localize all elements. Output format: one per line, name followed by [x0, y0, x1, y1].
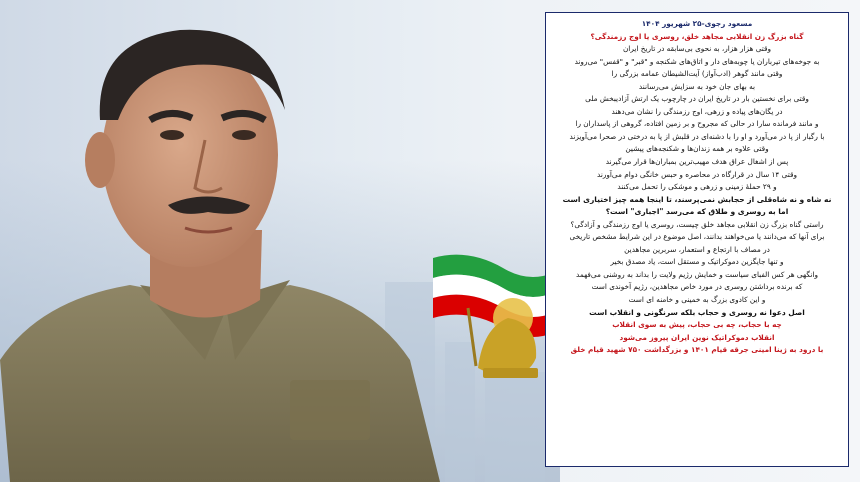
text-line: اصل دعوا نه روسری و حجاب بلکه سرنگونی و انقلاب است [589, 307, 805, 317]
text-line: گناه بزرگ زن انقلابی مجاهد خلق، روسری یا اوج رزمندگی؟ [590, 31, 804, 41]
text-line: برای آنها که می‌دانند یا می‌خواهند بدانند، اصل موضوع در این شرایط مشخص تاریخی [569, 232, 825, 242]
iran-lion-sun-flag-icon [428, 248, 558, 388]
text-line: نه شاه و نه شاه‌قلی از حجابش نمی‌پرسند، تا اینجا همه چیز اختیاری است [562, 194, 832, 204]
text-line: وقتی هزار هزار، به نحوی بی‌سابقه در تاریخ ایران [622, 44, 772, 54]
text-line: و این کادوی بزرگ به خمینی و خامنه ای است [628, 295, 766, 305]
text-line: پس از اشغال عراق هدف مهیب‌ترین بمباران‌ها قرار می‌گیرند [605, 157, 789, 167]
text-line: راستی گناه بزرگ زن انقلابی مجاهد خلق چیست، روسری یا اوج رزمندگی و آزادگی؟ [570, 219, 824, 229]
text-line: در مصاف با ارتجاع و استعمار، سربرین مجاهدین [624, 244, 770, 254]
text-line: و تنها جایگزین دموکراتیک و مستقل است، یاد مصدق بخیر [610, 257, 784, 267]
text-line: و مانند فرمانده سارا در حالی که مجروح و بر زمین افتاده، گروهی از پاسداران را [575, 119, 819, 129]
text-line: وقتی ۱۴ سال در قرارگاه در محاصره و حبس خانگی دوام می‌آورند [597, 169, 797, 179]
text-line: وانگهی هر کس الفبای سیاست و خمایش رژیم ولایت را بداند به روشنی می‌فهمد [576, 269, 818, 279]
text-line: به جوخه‌های تیرباران یا چوبه‌های دار و اتاق‌های شکنجه و "قبر" و "قفس" می‌روند [574, 56, 820, 66]
text-line: وقتی مانند گوهر (ادب‌آواز) آیت‌الشیطان عمامه بزرگی را [611, 69, 783, 79]
text-line: در یگان‌های پیاده و زرهی، اوج رزمندگی را نشان می‌دهند [611, 106, 783, 116]
text-line: به بهای جان خود به سزایش می‌رسانند [638, 81, 756, 91]
text-line: اما به روسری و طلاق که می‌رسد "اجباری" است؟ [605, 207, 789, 217]
text-line: که برنده برداشتن روسری در مورد خاص مجاهدین، رژیم آخوندی است [591, 282, 803, 292]
text-line: و ۲۹ حملهٔ زمینی و زرهی و موشکی را تحمل می‌کنند [617, 182, 777, 192]
text-line: با درود به ژینا امینی جرقه قیام ۱۴۰۱ و بزرگداشت ۷۵۰ شهید قیام خلق [570, 345, 824, 355]
text-line: با رگبار از پا در می‌آورد و او را با دشنه‌ای در قلبش از پا به درختی در صحرا می‌آویزند [569, 131, 825, 141]
text-line: وقتی علاوه بر همه زندان‌ها و شکنجه‌های پیشین [625, 144, 769, 154]
text-line: مسعود رجوی-۲۵ شهریور ۱۴۰۴ [641, 19, 753, 28]
statement-text-panel [545, 12, 849, 467]
text-line: انقلاب دموکراتیک نوین ایران پیروز می‌شود [619, 332, 775, 342]
text-line: چه با حجاب، چه بی حجاب، پیش به سوی انقلاب [612, 320, 782, 330]
text-line: وقتی برای نخستین بار در تاریخ ایران در چارچوب یک ارتش آزادیبخش ملی [585, 94, 809, 104]
